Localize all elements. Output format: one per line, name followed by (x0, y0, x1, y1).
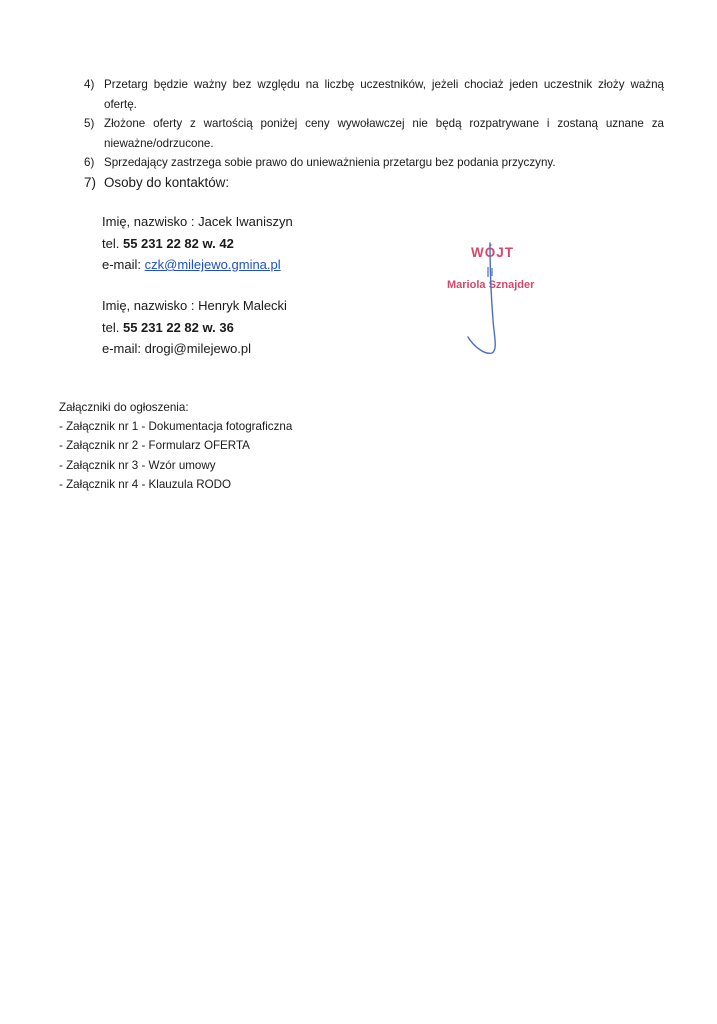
attachments-section (59, 398, 292, 494)
tel-label: tel. (102, 319, 123, 335)
attachment-item: - Załącznik nr 3 - Wzór umowy (59, 458, 216, 472)
item-number: 6) (84, 156, 95, 170)
contact-name-row (102, 295, 287, 317)
contact-email-row (102, 338, 287, 360)
contact-name: Jacek Iwaniszyn (198, 214, 293, 229)
name-label: Imię, nazwisko : (102, 214, 199, 229)
contact-block-2 (102, 295, 287, 360)
item-text: Przetarg będzie ważny bez względu na liczbę uczestników, jeżeli chociaż jeden uczestnik złoży ważną ofertę. (104, 78, 664, 111)
stamp-title: WÓJT (471, 245, 514, 260)
contact-email-row (102, 254, 293, 276)
tel-label: tel. (102, 235, 123, 251)
email-label: e-mail: (102, 257, 145, 272)
contact-block-1 (102, 211, 293, 276)
list-item (84, 114, 664, 153)
item-text: Sprzedający zastrzega sobie prawo do unieważnienia przetargu bez podania przyczyny. (104, 156, 556, 170)
item-text: Złożone oferty z wartością poniżej ceny wywoławczej nie będą rozpatrywane i zostaną uznane za nieważne/odrzucone. (104, 117, 664, 150)
attachment-item: - Załącznik nr 2 - Formularz OFERTA (59, 439, 250, 453)
name-label: Imię, nazwisko : (102, 298, 199, 313)
item-number: 4) (84, 78, 95, 91)
email-label: e-mail: (102, 341, 145, 356)
contact-tel: 55 231 22 82 w. 36 (122, 319, 234, 335)
list-item (84, 75, 664, 114)
item-number: 7) (84, 174, 96, 190)
signature-icon (460, 235, 520, 360)
contact-tel-row (102, 317, 287, 339)
email-link[interactable]: czk@milejewo.gmina.pl (144, 257, 281, 272)
contact-tel: 55 231 22 82 w. 42 (122, 235, 234, 251)
list-item (84, 173, 664, 193)
attachments-heading: Załączniki do ogłoszenia: (59, 401, 189, 414)
contact-name: Henryk Malecki (198, 298, 287, 313)
contact-name-row (102, 211, 293, 233)
stamp-name: Mariola Sznajder (447, 279, 535, 291)
attachment-item: - Załącznik nr 4 - Klauzula RODO (59, 477, 232, 491)
item-number: 5) (84, 117, 95, 131)
conditions-list (84, 75, 664, 193)
list-item (84, 153, 664, 173)
contact-tel-row (102, 233, 293, 255)
item-text: Osoby do kontaktów: (104, 174, 230, 190)
attachment-item: - Załącznik nr 1 - Dokumentacja fotograficzna (59, 420, 293, 434)
contact-email: drogi@milejewo.pl (144, 341, 252, 356)
